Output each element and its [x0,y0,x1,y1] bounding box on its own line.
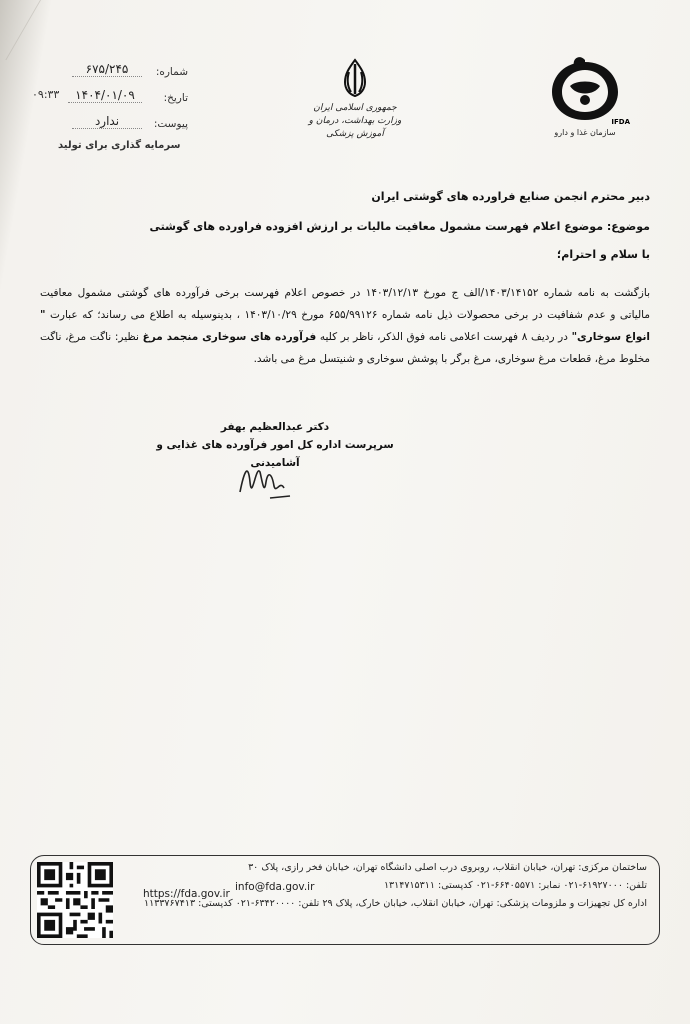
ifda-caption: سازمان غذا و دارو [554,128,616,137]
attachment-value: ندارد [72,114,142,129]
letter-paragraph [40,282,650,370]
signer-name: دکتر عبدالعظیم بهفر [220,421,330,433]
attachment-label: پیوست: [153,118,188,130]
footer-website[interactable]: https://fda.gov.ir [143,888,230,900]
footer-box [30,855,660,945]
number-value: ۶۷۵/۲۴۵ [72,62,142,77]
number-label: شماره: [155,66,188,78]
recipient-line: دبیر محترم انجمن صنایع فراورده های گوشتی ایران [371,190,650,203]
paragraph-part-1: بازگشت به نامه شماره ۱۴۰۳/۱۴۱۵۲/الف ج مورخ ۱۴۰۳/۱۲/۱۳ در خصوص اعلام فهرست برخی فرآورده های گوشتی مشمول معافیت مالیاتی و عدم شفافیت در برخی محصولات ذیل نامه شماره ۶۵۵/۹۹۱۲۶ مورخ ۱۴۰۳/۱۰/۲۹ ، بدینوسیله به اطلاع می رساند؛ که عبارت [40,287,650,321]
letter-meta [32,62,188,151]
paper-fold-shadow [0,0,41,60]
emblem-line-2: وزارت بهداشت، درمان و آموزش پزشکی [308,116,402,139]
ifda-abbr: IFDA [611,118,630,126]
date-label: تاریخ: [163,92,188,104]
paragraph-bold-1: " انواع سوخاری" [40,309,650,343]
qr-code-icon [37,862,113,938]
footer-phone-main: تلفن: ۶۱۹۲۷۰۰۰-۰۲۱ نمابر: ۶۶۴۰۵۵۷۱-۰۲۱ کدپستی: ۱۳۱۴۷۱۵۳۱۱ [383,880,647,891]
ifda-logo [540,56,630,146]
paragraph-part-3: نظیر: ناگت مرغ، ناگت مخلوط مرغ، قطعات مرغ سوخاری، مرغ برگر با پوشش سوخاری و شنیتسل مرغ می باشد. [40,331,650,365]
emblem-line-1: جمهوری اسلامی ایران [313,103,397,113]
iran-emblem-icon [335,56,375,98]
paragraph-part-2: در ردیف ۸ فهرست اعلامی نامه فوق الذکر، ناظر بر کلیه [316,331,572,343]
greeting-line: با سلام و احترام؛ [556,248,650,261]
handwritten-signature [230,452,300,512]
footer-address-equipment: اداره کل تجهیزات و ملزومات پزشکی: تهران، خیابان انقلاب، خیابان خارک، پلاک ۲۹ تلفن: ۶۳۴۲۰۰۰۰-۰۲۱ کدپستی: ۱۱۳۳۷۶۷۴۱۳ [144,898,647,909]
meta-subheading: سرمایه گذاری برای تولید [58,140,181,151]
paragraph-bold-2: فرآورده های سوخاری منجمد مرغ [142,331,317,343]
time-value: ۰۹:۳۳ [32,88,60,101]
footer-email[interactable]: info@fda.gov.ir [235,881,315,893]
subject-line: موضوع: موضوع اعلام فهرست مشمول معافیت مالیات بر ارزش افزوده فراورده های گوشتی [149,220,650,233]
ifda-logo-icon [540,56,630,126]
date-value: ۱۴۰۴/۰۱/۰۹ [68,88,142,103]
footer-address-main: ساختمان مرکزی: تهران، خیابان انقلاب، روبروی درب اصلی دانشگاه تهران، خیابان فخر رازی، پلاک ۳۰ [248,862,647,873]
signer-title: سرپرست اداره کل امور فرآورده های غذایی و آشامیدنی [156,439,394,469]
ministry-emblem [300,56,410,141]
